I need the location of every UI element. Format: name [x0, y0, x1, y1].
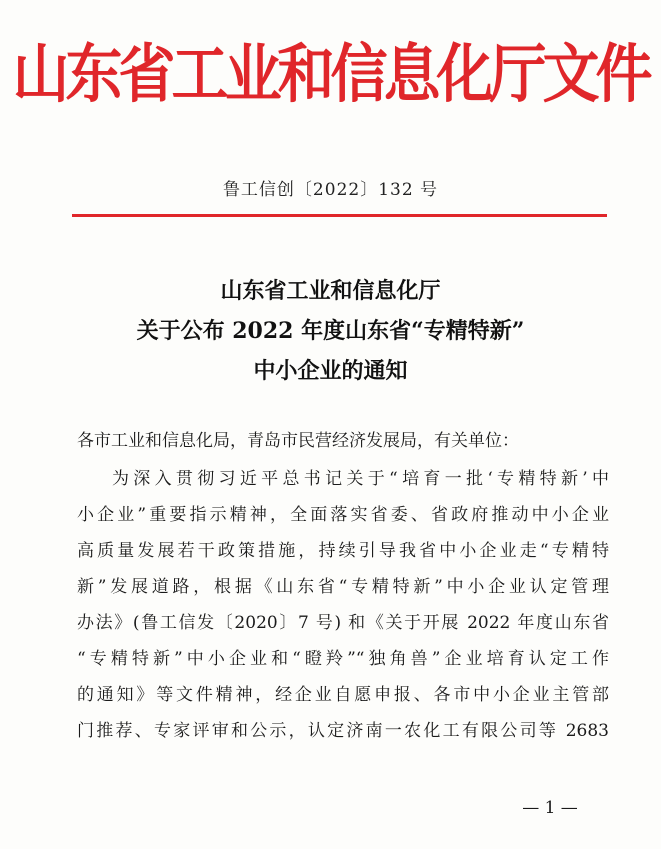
body-text-line: 新”发展道路，根据《山东省“专精特新”中小企业认定管理	[77, 577, 609, 597]
salutation: 各市工业和信息化局，青岛市民营经济发展局，有关单位：	[77, 431, 519, 451]
red-divider-line	[72, 214, 607, 217]
notice-title-line-2: 关于公布 2022 年度山东省“专精特新”	[136, 318, 525, 344]
body-text-line: 办法》(鲁工信发〔2020〕7 号) 和《关于开展 2022 年度山东省	[77, 613, 609, 633]
body-text-line: 小企业”重要指示精神，全面落实省委、省政府推动中小企业	[77, 505, 609, 525]
masthead-title: 山东省工业和信息化厅文件	[12, 37, 649, 112]
body-text-line: 高质量发展若干政策措施，持续引导我省中小企业走“专精特	[77, 541, 609, 561]
body-text-line: 为深入贯彻习近平总书记关于“培育一批‘专精特新’中	[112, 469, 609, 489]
body-text-line: 的通知》等文件精神，经企业自愿申报、各市中小企业主管部	[77, 685, 609, 705]
body-text-line: “专精特新”中小企业和“瞪羚”“独角兽”企业培育认定工作	[77, 649, 609, 669]
notice-title-line-1: 山东省工业和信息化厅	[220, 278, 441, 304]
body-text-line: 门推荐、专家评审和公示，认定济南一农化工有限公司等 2683	[77, 721, 609, 741]
notice-title-line-3: 中小企业的通知	[253, 358, 408, 384]
document-number: 鲁工信创〔2022〕132 号	[222, 180, 439, 200]
page-number: — 1 —	[522, 798, 578, 818]
